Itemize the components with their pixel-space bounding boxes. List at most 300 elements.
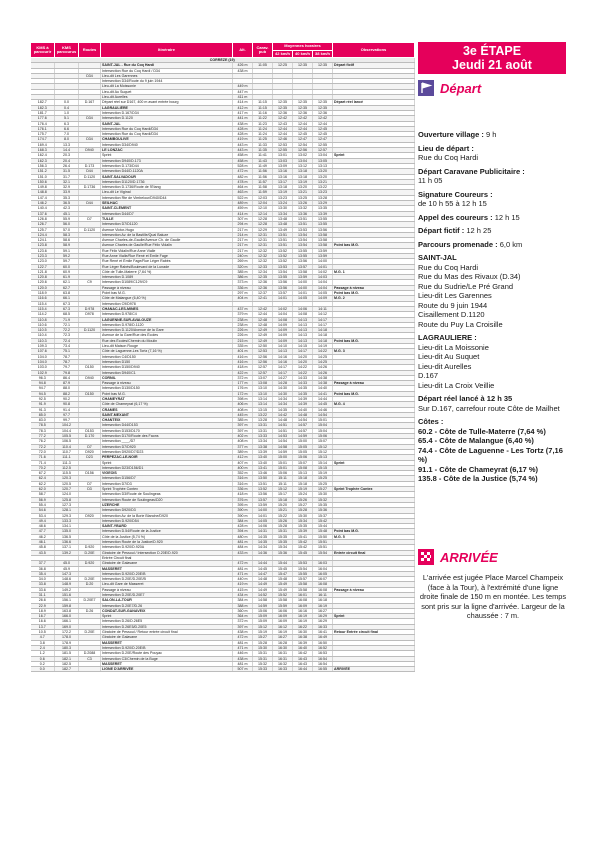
cell-itinerary: Intersection D44/D.1120A [101, 169, 233, 174]
cell-kms-remaining: 116.6 [31, 296, 55, 301]
cell-kms-remaining: 176.1 [31, 126, 55, 131]
cell-observation: ARRIVÉE [333, 667, 415, 672]
department-cell: CORRÈZE (19) [31, 58, 415, 63]
cell-altitude: 438 m [233, 121, 253, 126]
cell-time-38: 16:29 [313, 619, 333, 624]
cell-kms-done: 35.3 [55, 195, 79, 200]
cell-altitude: 352 m [233, 471, 253, 476]
cell-kms-remaining: 110.6 [31, 322, 55, 327]
cell-time-40: 16:22 [293, 624, 313, 629]
cell-caravan: 12:50 [253, 344, 273, 349]
col-itinerary: Itinéraire [101, 43, 233, 58]
cell-time-40: 14:00 [293, 280, 313, 285]
cell-time-42: 13:52 [273, 248, 293, 253]
cell-time-40: 15:58 [293, 582, 313, 587]
cell-caravan: 11:15 [253, 100, 273, 105]
cell-time-38: 14:46 [313, 407, 333, 412]
cell-altitude: 472 m [233, 169, 253, 174]
cell-time-38: 16:53 [313, 651, 333, 656]
cell-time-38: 15:15 [313, 465, 333, 470]
cell-time-42: 15:17 [273, 492, 293, 497]
cell-time-42: 13:30 [273, 206, 293, 211]
cell-kms-done: 20.4 [55, 158, 79, 163]
cell-time-42: 15:45 [273, 566, 293, 571]
places2-list: LAGRAULIERE : Lieu-dit La Moissonie Lieu-dit Au Suquet Lieu-dit Aurelles D.167 Lieu-dit La Croix Veillie [418, 333, 495, 390]
cell-altitude: 373 m [233, 280, 253, 285]
cell-time-42: 15:01 [273, 460, 293, 465]
cell-time-38: 14:18 [313, 328, 333, 333]
cell-itinerary: Intersection Route de Soulingeas/D20 [101, 497, 233, 502]
cell-time-40: 16:19 [293, 619, 313, 624]
cell-caravan: 13:10 [253, 391, 273, 396]
cell-time-38: 13:58 [313, 238, 333, 243]
cell-kms-remaining: 56.9 [31, 497, 55, 502]
cell-kms-done: 7.0 [55, 132, 79, 137]
cell-caravan: 14:01 [253, 513, 273, 518]
info-promenade: Parcours promenade : 6,0 km [418, 239, 523, 249]
cell-kms-done: 180.3 [55, 645, 79, 650]
cell-observation: Sprint [333, 614, 415, 619]
cell-altitude: 528 m [233, 163, 253, 168]
cell-caravan: 14:47 [253, 571, 273, 576]
cell-kms-remaining: 115.4 [31, 301, 55, 306]
cell-kms-remaining: 72.2 [31, 444, 55, 449]
cell-caravan: 15:31 [253, 656, 273, 661]
cell-time-40: 13:25 [293, 195, 313, 200]
cell-caravan: 11:22 [253, 116, 273, 121]
cell-itinerary: Intersection D920/D7/D23 [101, 449, 233, 454]
cell-itinerary: UZERCHE [101, 502, 233, 507]
cell-itinerary: Intersection D3/Route de Soulingeas [101, 492, 233, 497]
cell-time-42: 14:17 [273, 370, 293, 375]
cell-observation: Point bas M.G. [333, 529, 415, 534]
cell-altitude: 401 m [233, 349, 253, 354]
cell-altitude: 376 m [233, 497, 253, 502]
cell-kms-remaining: 91.9 [31, 402, 55, 407]
cell-time-38: 15:19 [313, 471, 333, 476]
cell-kms-done: 55.9 [55, 216, 79, 221]
cell-route: D920 [79, 449, 101, 454]
cell-time-42: 14:58 [273, 444, 293, 449]
cell-itinerary: Rue Félix Vidalin/Rue Anne Vialle [101, 248, 233, 253]
cell-altitude: 481 m [233, 640, 253, 645]
cell-time-42: 16:19 [273, 630, 293, 635]
cell-altitude: 408 m [233, 439, 253, 444]
depart-title: Départ [440, 81, 482, 96]
cell-kms-remaining: 104.0 [31, 354, 55, 359]
cell-kms-done: 128.1 [55, 508, 79, 513]
cell-itinerary: Intersection D130/D150 [101, 386, 233, 391]
cell-kms-remaining: 67.2 [31, 471, 55, 476]
cell-kms-done: 120.3 [55, 476, 79, 481]
cell-time-40: 14:13 [293, 322, 313, 327]
cell-time-40: 15:05 [293, 449, 313, 454]
cell-time-38: 14:17 [313, 317, 333, 322]
cell-time-42: 14:09 [273, 338, 293, 343]
cell-time-42: 16:31 [273, 651, 293, 656]
cell-caravan: 12:28 [253, 222, 273, 227]
cell-caravan: 13:14 [253, 402, 273, 407]
cell-kms-done: 59.1 [55, 248, 79, 253]
cell-altitude: 459 m [233, 206, 253, 211]
cell-time-42: 15:35 [273, 534, 293, 539]
cell-kms-remaining: 94.8 [31, 381, 55, 386]
cell-time-40: 14:57 [293, 428, 313, 433]
cell-caravan: 14:35 [253, 534, 273, 539]
cell-caravan: 14:34 [253, 545, 273, 550]
cell-time-38: 16:19 [313, 603, 333, 608]
cell-time-40: 13:54 [293, 232, 313, 237]
cell-route: D.167 [79, 100, 101, 105]
cell-kms-done: 99.7 [55, 418, 79, 423]
cell-altitude: 215 m [233, 338, 253, 343]
cell-kms-done: 60.9 [55, 269, 79, 274]
cell-caravan: 15:27 [253, 635, 273, 640]
cell-time-42: 13:51 [273, 243, 293, 248]
cell-time-42: 16:12 [273, 624, 293, 629]
cell-time-42: 15:35 [273, 540, 293, 545]
cell-altitude: 394 m [233, 529, 253, 534]
cell-altitude: 397 m [233, 624, 253, 629]
cell-kms-done: 135.0 [55, 529, 79, 534]
cell-kms-done: 79.7 [55, 365, 79, 370]
cell-time-42: 12:46 [273, 137, 293, 142]
cell-time-42: 13:51 [273, 232, 293, 237]
cell-kms-remaining: 48.6 [31, 524, 55, 529]
cell-caravan: 13:22 [253, 412, 273, 417]
cell-time-40: 14:22 [293, 370, 313, 375]
cell-itinerary: Intersection D.167/D34 [101, 110, 233, 115]
cell-altitude: 176 m [233, 386, 253, 391]
cell-kms-done: 88.0 [55, 386, 79, 391]
cell-observation: Départ réel lancé [333, 100, 415, 105]
cell-altitude: 294 m [233, 222, 253, 227]
cell-kms-done: 78.7 [55, 359, 79, 364]
cell-time-38: 16:33 [313, 624, 333, 629]
cell-kms-remaining: 43.5 [31, 550, 55, 555]
cell-kms-remaining: 123.8 [31, 243, 55, 248]
cell-altitude: 433 m [233, 550, 253, 555]
cell-kms-done: 182.1 [55, 656, 79, 661]
cell-altitude: 377 m [233, 444, 253, 449]
cell-kms-done: 14.4 [55, 148, 79, 153]
cell-altitude: 416 m [233, 354, 253, 359]
cell-time-40: 15:05 [293, 444, 313, 449]
cell-time-42: 16:09 [273, 614, 293, 619]
cell-time-38: 14:25 [313, 359, 333, 364]
cell-route [79, 667, 101, 672]
cell-time-38: 13:39 [313, 211, 333, 216]
cell-time-38: 16:07 [313, 577, 333, 582]
cell-kms-done: 78.7 [55, 354, 79, 359]
cell-itinerary: Intersection D34/Route du 9 juin 1944 [101, 79, 233, 84]
cell-kms-done: 58.9 [55, 243, 79, 248]
cell-time-40: 14:57 [293, 423, 313, 428]
cell-kms-done: 66.1 [55, 296, 79, 301]
cell-route: D.20E [79, 630, 101, 635]
cell-itinerary: Intersection D.1120/Avenue de la Gare [101, 328, 233, 333]
cell-itinerary: Intersection D153/D170 [101, 428, 233, 433]
cell-itinerary: Intersection D.1736/Route de l'Étang [101, 185, 233, 190]
cell-altitude: 400 m [233, 465, 253, 470]
cell-caravan: 14:49 [253, 587, 273, 592]
cell-route: D44 [79, 169, 101, 174]
cell-time-38: 14:11 [313, 306, 333, 311]
cell-time-42: 13:52 [273, 253, 293, 258]
cell-time-38: 13:20 [313, 174, 333, 179]
cell-itinerary: Lieu-dit Au Suquet [101, 89, 233, 94]
cell-observation: Entrée circuit final [333, 550, 415, 555]
cell-route: D7 [79, 444, 101, 449]
cell-itinerary: Passage à niveau [101, 285, 233, 290]
info-signature: Signature Coureurs : de 10 h 55 à 12 h 15 [418, 189, 493, 208]
cell-time-42: 13:55 [273, 275, 293, 280]
cell-kms-remaining: 124.4 [31, 232, 55, 237]
cell-kms-remaining: 62.4 [31, 476, 55, 481]
cell-itinerary: CRAMES [101, 407, 233, 412]
cell-kms-done: 178.9 [55, 640, 79, 645]
col-altitude: Alt. [233, 43, 253, 58]
cell-time-38: 15:42 [313, 518, 333, 523]
cell-time-40: 13:12 [293, 163, 313, 168]
cell-time-42: 15:11 [273, 476, 293, 481]
cell-route: D156 [79, 471, 101, 476]
cell-time-42: 14:13 [273, 349, 293, 354]
cell-itinerary: SAINT-JAL [101, 121, 233, 126]
cell-itinerary: Intersection D.920/D54 [101, 518, 233, 523]
cell-time-42: 16:33 [273, 667, 293, 672]
cell-time-40: 16:42 [293, 651, 313, 656]
cell-time-38: 14:26 [313, 365, 333, 370]
cell-kms-remaining: 26.6 [31, 598, 55, 603]
cell-kms-done: 90.8 [55, 402, 79, 407]
cell-itinerary: Intersection D.920/D.20E/B [101, 645, 233, 650]
cell-time-42: 14:59 [273, 449, 293, 454]
cell-time-40: 14:15 [293, 344, 313, 349]
cell-time-40: 16:39 [293, 640, 313, 645]
cell-kms-done: 136.6 [55, 540, 79, 545]
cell-itinerary: CORNIL [101, 375, 233, 380]
cell-kms-done: 129.3 [55, 513, 79, 518]
cell-itinerary: Départ réel sur D167, 400 m avant entrée bourg [101, 100, 233, 105]
cell-altitude: 240 m [233, 253, 253, 258]
cell-kms-done: 36.5 [55, 201, 79, 206]
cell-altitude: 472 m [233, 635, 253, 640]
cell-time-42: 12:44 [273, 126, 293, 131]
cell-time-42: 14:09 [273, 333, 293, 338]
cell-kms-done: 169.0 [55, 624, 79, 629]
cell-time-38: 14:01 [313, 264, 333, 269]
cell-itinerary: Point bas M.G. [101, 291, 233, 296]
cell-altitude: 217 m [233, 248, 253, 253]
cell-itinerary: Intersection D170/Route des Faons [101, 434, 233, 439]
cell-kms-remaining: 62.0 [31, 487, 55, 492]
cell-time-42: 14:30 [273, 391, 293, 396]
cell-kms-done: 127.3 [55, 502, 79, 507]
cell-kms-done: 45.0 [55, 561, 79, 566]
cell-itinerary: Intersection D7/D3 [101, 481, 233, 486]
cell-kms-remaining: 162.4 [31, 153, 55, 158]
cell-kms-done: 151.6 [55, 592, 79, 597]
cell-kms-remaining: 125.7 [31, 227, 55, 232]
cell-altitude: 336 m [233, 487, 253, 492]
cell-altitude: 316 m [233, 481, 253, 486]
cell-time-38: 14:41 [313, 391, 333, 396]
cell-kms-done: 58.6 [55, 238, 79, 243]
cell-time-42: 15:47 [273, 571, 293, 576]
cell-time-38: 13:29 [313, 201, 333, 206]
cell-route: D.20E [79, 577, 101, 582]
cell-altitude: 316 m [233, 476, 253, 481]
cell-altitude: 428 m [233, 126, 253, 131]
cell-caravan: 12:32 [253, 248, 273, 253]
cell-time-42: 15:36 [273, 550, 293, 555]
cell-time-42: 15:48 [273, 577, 293, 582]
cell-kms-done: 163.8 [55, 608, 79, 613]
cell-altitude: 412 m [233, 455, 253, 460]
cell-time-40: 12:56 [293, 148, 313, 153]
cell-altitude: 440 m [233, 577, 253, 582]
col-speed-40: 40 km/h [293, 50, 313, 58]
cell-itinerary: CHANAC-LES-MINES [101, 306, 233, 311]
cell-kms-done: 26.4 [55, 163, 79, 168]
cell-altitude: 372 m [233, 375, 253, 380]
cell-caravan: 13:56 [253, 492, 273, 497]
col-speed-38: 38 km/h [313, 50, 333, 58]
cell-time-38: 12:47 [313, 137, 333, 142]
start-flag-icon [418, 80, 434, 96]
cell-observation: M.G. 3 [333, 349, 415, 354]
cell-time-42: 12:25 [273, 63, 293, 68]
cell-kms-remaining: 91.3 [31, 407, 55, 412]
cell-itinerary: VIGEOIS [101, 471, 233, 476]
cell-time-40: 14:35 [293, 391, 313, 396]
cell-caravan: 14:52 [253, 592, 273, 597]
cell-caravan: 12:57 [253, 365, 273, 370]
cell-kms-remaining: 102.9 [31, 370, 55, 375]
cell-kms-done: 136.5 [55, 534, 79, 539]
cell-time-38: 15:14 [313, 460, 333, 465]
cell-time-42: 14:16 [273, 354, 293, 359]
cell-altitude: 481 m [233, 566, 253, 571]
cell-kms-done: 45.9 [55, 566, 79, 571]
cell-itinerary: Lieu-dit Les Garennes [101, 73, 233, 78]
cell-time-40: 14:13 [293, 333, 313, 338]
cell-kms-done: 181.5 [55, 651, 79, 656]
cell-kms-remaining: 46.2 [31, 534, 55, 539]
cell-itinerary: Intersection C4/D150 [101, 354, 233, 359]
real-start: Départ réel lancé à 12 h 35 Sur D.167, carrefour route Côte de Mailhet [418, 394, 560, 413]
cell-itinerary: Sprint [101, 614, 233, 619]
cell-altitude: 416 m [233, 359, 253, 364]
cell-kms-remaining: 1.2 [31, 651, 55, 656]
cell-time-40: 12:54 [293, 142, 313, 147]
cell-kms-done: 6.3 [55, 121, 79, 126]
cell-itinerary: Giratoire de Galavane [101, 635, 233, 640]
cell-caravan: 11:24 [253, 132, 273, 137]
cell-altitude: 390 m [233, 508, 253, 513]
cell-itinerary: SALON-LA-TOUR [101, 598, 233, 603]
cell-time-42: 13:01 [273, 153, 293, 158]
cell-itinerary: Intersection D.26/D.26E5 [101, 619, 233, 624]
col-caravan: Carav. pub [253, 43, 273, 58]
cell-time-40: 16:08 [293, 598, 313, 603]
cell-kms-done: 57.0 [55, 227, 79, 232]
cell-route: D.20 [79, 582, 101, 587]
cell-time-40: 15:45 [293, 550, 313, 555]
cell-caravan: 12:53 [253, 349, 273, 354]
cell-altitude: 402 m [233, 434, 253, 439]
cell-kms-remaining: 150.6 [31, 179, 55, 184]
cell-time-42: 14:48 [273, 418, 293, 423]
cell-time-42: 14:53 [273, 434, 293, 439]
cell-caravan: 12:48 [253, 322, 273, 327]
cell-time-40: 15:39 [293, 529, 313, 534]
cell-altitude: 438 m [233, 656, 253, 661]
cell-itinerary: Sprint [101, 153, 233, 158]
cell-kms-done: 13.3 [55, 142, 79, 147]
cell-time-38: 13:05 [313, 158, 333, 163]
cell-kms-done: 61.9 [55, 275, 79, 280]
cell-kms-remaining: 4.7 [31, 635, 55, 640]
cell-altitude: 412 m [233, 105, 253, 110]
info-fictif: Départ fictif : 12 h 25 [418, 226, 492, 235]
cell-kms-done: 33.9 [55, 190, 79, 195]
cell-time-40: 14:22 [293, 365, 313, 370]
cell-caravan: 13:31 [253, 423, 273, 428]
cell-caravan: 12:57 [253, 370, 273, 375]
cell-time-42: 16:31 [273, 656, 293, 661]
cell-time-42: 12:42 [273, 116, 293, 121]
cell-time-38: 14:03 [313, 275, 333, 280]
cell-time-40: 14:13 [293, 317, 313, 322]
cell-kms-done: 104.2 [55, 423, 79, 428]
cell-time-38: 14:45 [313, 402, 333, 407]
cell-time-38: 15:35 [313, 502, 333, 507]
cell-time-40: 13:58 [293, 269, 313, 274]
cell-kms-remaining: 33.6 [31, 587, 55, 592]
cell-time-42: 15:49 [273, 582, 293, 587]
cell-time-42: 13:48 [273, 216, 293, 221]
stage-title: 3e ÉTAPE [462, 44, 522, 58]
cell-time-38: 13:28 [313, 195, 333, 200]
cell-kms-done: 31.7 [55, 174, 79, 179]
cell-caravan: 11:56 [253, 174, 273, 179]
cell-kms-done: 60.0 [55, 264, 79, 269]
cell-kms-done: 32.9 [55, 185, 79, 190]
cell-route: D44 [79, 201, 101, 206]
cell-caravan: 15:33 [253, 667, 273, 672]
cell-kms-remaining: 110.5 [31, 328, 55, 333]
cell-observation: Passage à niveau [333, 381, 415, 386]
cell-kms-remaining: 151.0 [31, 174, 55, 179]
cell-caravan: 15:06 [253, 608, 273, 613]
cell-caravan: 14:44 [253, 561, 273, 566]
cell-time-40: 14:13 [293, 338, 313, 343]
cell-kms-remaining: 109.3 [31, 344, 55, 349]
cell-time-38: 15:25 [313, 476, 333, 481]
cell-time-40: 14:33 [293, 381, 313, 386]
cell-itinerary: Intersection D.1089 [101, 275, 233, 280]
cell-itinerary: Intersection Rue du Coq Hardi/D34 [101, 126, 233, 131]
cell-caravan: 13:41 [253, 465, 273, 470]
cell-time-38: 12:36 [313, 110, 333, 115]
cell-observation: Point bas M.G. [333, 391, 415, 396]
cell-kms-remaining: 156.3 [31, 163, 55, 168]
cell-time-42: 13:17 [273, 179, 293, 184]
cell-route: D3 [79, 487, 101, 492]
cell-kms-remaining: 94.5 [31, 391, 55, 396]
